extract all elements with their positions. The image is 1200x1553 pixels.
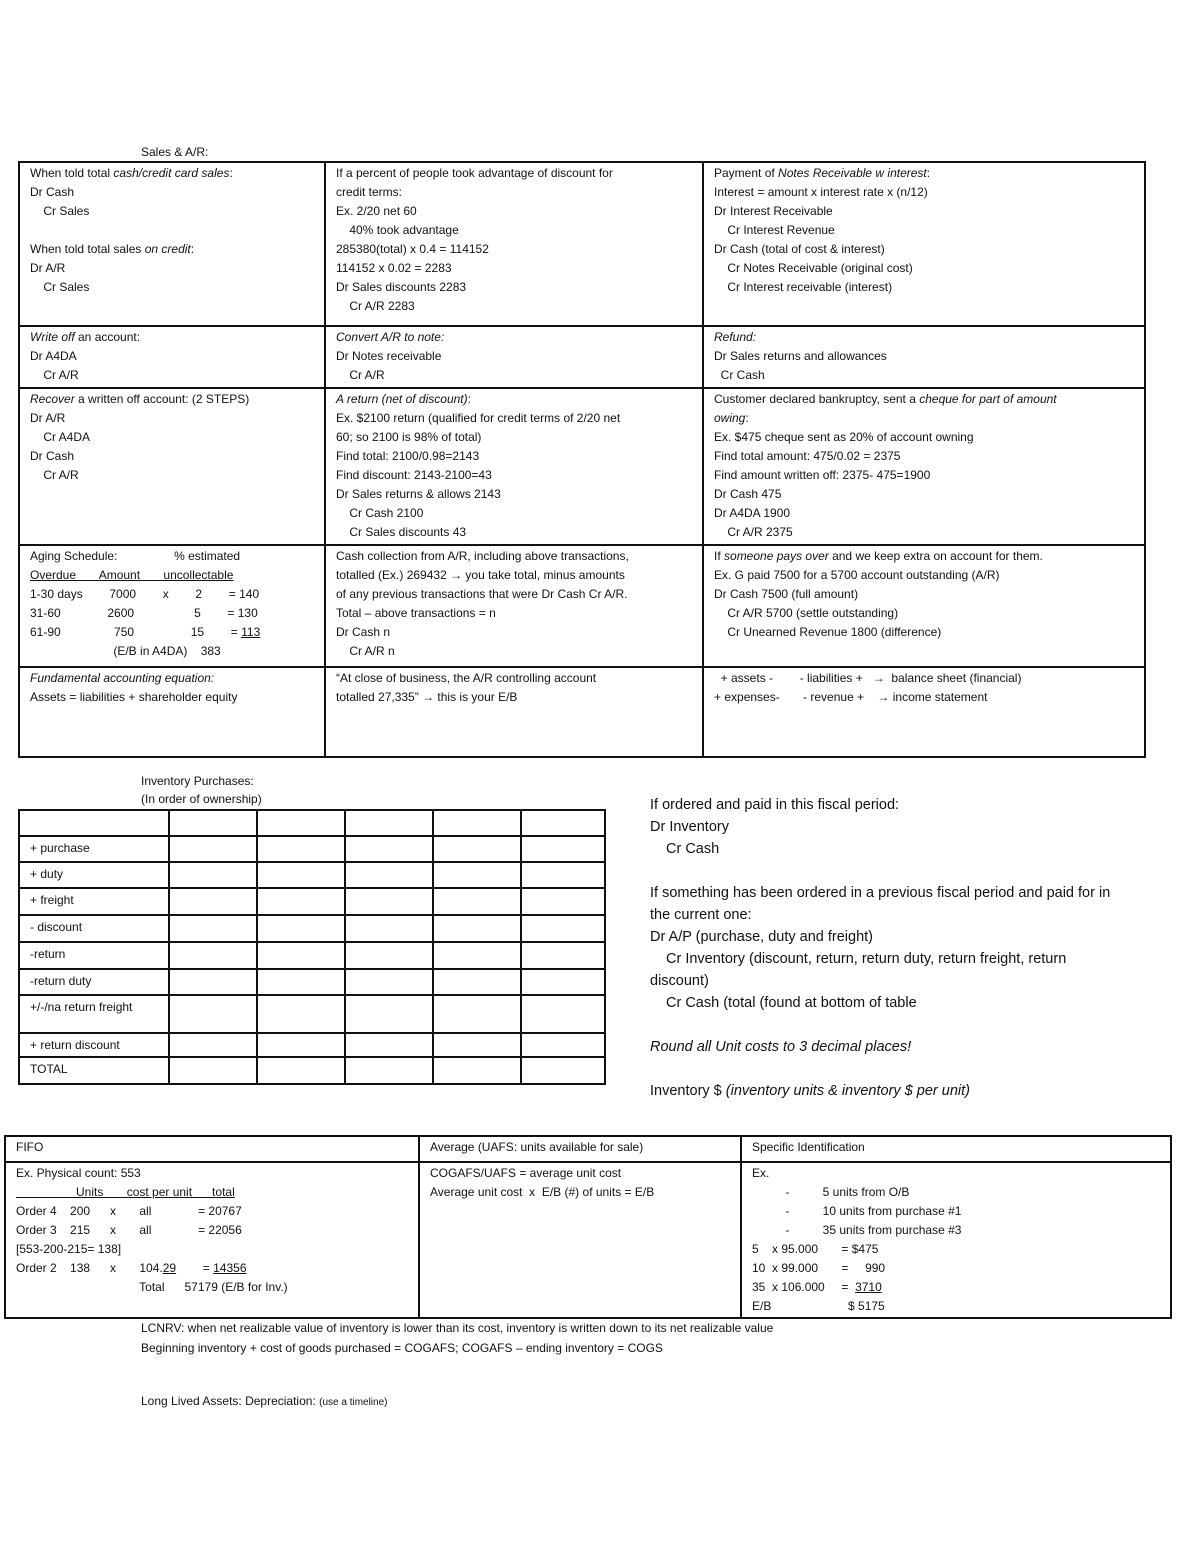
sales-cell-line: (E/B in A4DA) 383 [30,644,221,658]
inventory-cell [521,1057,605,1084]
lcnrv-note: LCNRV: when net realizable value of inventory is lower than its cost, inventory is written down to its net realizable value [141,1321,774,1335]
sales-cell-line: Dr A/R [30,261,66,275]
sales-cell-line: Cr Interest Revenue [714,223,835,237]
long-lived-label: Long Lived Assets: Depreciation: [141,1394,316,1408]
inventory-section-subtitle: (In order of ownership) [141,792,262,806]
inventory-cell [257,836,345,862]
sales-row [19,667,1145,757]
sales-cell-line: Total – above transactions = n [336,606,496,620]
sales-cell-line: Ex. $475 cheque sent as 20% of account owning [714,430,974,444]
specific-line: 10 x 99.000 = 990 [752,1261,886,1275]
inventory-cell [521,995,605,1033]
inventory-note-line: the current one: [650,907,752,923]
sales-cell-line: Dr Cash [30,449,75,463]
sales-cell-line: Ex. 2/20 net 60 [336,204,417,218]
sales-cell [325,388,703,545]
inventory-cell [521,915,605,942]
sales-cell-line: Write off an account: [30,330,141,344]
sales-cell-line [30,221,314,240]
inventory-row [19,1033,605,1057]
sales-cell-line: 285380(total) x 0.4 = 114152 [336,242,489,256]
inventory-cell [169,915,257,942]
specific-line: 35 x 106.000 = 3710 [752,1280,882,1294]
inventory-cell [169,969,257,995]
sales-cell-line: + assets - - liabilities + → balance sheet (financial) [714,671,1022,685]
sales-row [19,162,1145,326]
inventory-section-title: Inventory Purchases: [141,774,254,788]
inventory-row [19,1057,605,1084]
inventory-row [19,969,605,995]
inventory-cell [257,995,345,1033]
sales-cell-line: Dr Cash [30,185,75,199]
inventory-note-line: If ordered and paid in this fiscal period: [650,797,900,813]
sales-cell-line: Recover a written off account: (2 STEPS) [30,392,250,406]
sales-cell-line: Dr Cash 475 [714,487,782,501]
inventory-row [19,862,605,888]
sales-cell-line: owing: [714,411,749,425]
sales-cell [703,545,1145,667]
sales-row [19,388,1145,545]
sales-cell-line: Fundamental accounting equation: [30,671,215,685]
inventory-cell [345,810,433,836]
inventory-cell [169,942,257,969]
inventory-cell [433,836,521,862]
inventory-cell [169,995,257,1033]
sales-cell-line: Cr Sales [30,280,90,294]
sales-cell-line: Customer declared bankruptcy, sent a cheque for part of amount [714,392,1057,406]
long-lived-assets [141,1394,387,1408]
sales-cell-line: Dr Cash n [336,625,391,639]
sales-cell-line: 60; so 2100 is 98% of total) [336,430,482,444]
sales-cell [325,545,703,667]
inventory-note-line: Round all Unit costs to 3 decimal places! [650,1039,912,1055]
inventory-cell [345,915,433,942]
sales-cell-line: 114152 x 0.02 = 2283 [336,261,452,275]
inventory-note-line: Cr Cash (total (found at bottom of table [666,995,917,1011]
sales-cell-line: 1-30 days 7000 x 2 = 140 [30,587,260,601]
specific-line: - 5 units from O/B [752,1185,910,1199]
sales-cell-line: Cr Sales [30,204,90,218]
inventory-cell [433,1057,521,1084]
inventory-cell [345,1033,433,1057]
sales-cell-line: Convert A/R to note: [336,330,445,344]
inventory-cell [257,969,345,995]
sales-cell-line: Cr A/R 2283 [336,299,415,313]
sales-cell [703,162,1145,326]
specific-id-header: Specific Identification [741,1136,1171,1162]
inventory-cell [345,862,433,888]
inventory-cell [521,888,605,915]
inventory-row [19,888,605,915]
inventory-cell [257,915,345,942]
sales-cell-line: A return (net of discount): [336,392,471,406]
inventory-cell [433,1033,521,1057]
inventory-purchases-table [18,809,606,1085]
inventory-cell [257,1057,345,1084]
sales-cell-line: 40% took advantage [336,223,459,237]
inventory-cell [169,836,257,862]
inventory-cell [433,942,521,969]
sales-cell-line: Dr Notes receivable [336,349,442,363]
inventory-note-line: Dr Inventory [650,819,729,835]
sales-cell-line: Dr Sales discounts 2283 [336,280,467,294]
sales-cell-line: Cr Sales discounts 43 [336,525,467,539]
fifo-line: Order 2 138 x 104.29 = 14356 [16,1261,247,1275]
inventory-row-label: -return [19,942,169,969]
inventory-cell [433,862,521,888]
sales-cell-line: Cr Notes Receivable (original cost) [714,261,913,275]
sales-cell-line: Aging Schedule: % estimated [30,549,241,563]
sales-cell-line: Dr Cash 7500 (full amount) [714,587,859,601]
inventory-cell [345,969,433,995]
sales-cell [703,667,1145,757]
sales-cell-line: Cr A/R 5700 (settle outstanding) [714,606,899,620]
sales-cell-line: credit terms: [336,185,403,199]
inventory-note-line [650,1058,1180,1080]
sales-cell-line: “At close of business, the A/R controlling account [336,671,597,685]
inventory-row-label: + return discount [19,1033,169,1057]
inventory-cell [521,862,605,888]
inventory-note-line: Inventory $ (inventory units & inventory $ per unit) [650,1083,970,1099]
sales-cell [703,326,1145,388]
fifo-line: Order 4 200 x all = 20767 [16,1204,242,1218]
inventory-row-label: TOTAL [19,1057,169,1084]
inventory-note-line: Cr Inventory (discount, return, return duty, return freight, return [666,951,1067,967]
sales-row [19,326,1145,388]
sales-cell-line: Cr A/R 2375 [714,525,793,539]
bottom-notes [141,1318,773,1358]
sales-cell-line: Cr Cash 2100 [336,506,424,520]
inventory-cell [345,995,433,1033]
sales-cell-line: Cash collection from A/R, including above transactions, [336,549,629,563]
sales-cell-line: Refund: [714,330,757,344]
inventory-row-label: + purchase [19,836,169,862]
sales-cell-line: totalled 27,335” → this is your E/B [336,690,518,704]
sales-ar-table [18,161,1146,758]
inventory-note-line [650,1014,1180,1036]
inventory-cell [169,888,257,915]
sales-cell-line: If a percent of people took advantage of discount for [336,166,613,180]
sales-cell [325,326,703,388]
inventory-row-label: -return duty [19,969,169,995]
average-line: Average unit cost x E/B (#) of units = E/B [430,1185,655,1199]
inventory-cell [433,915,521,942]
inventory-row-label: +/-/na return freight [19,995,169,1033]
sales-cell-line: Assets = liabilities + shareholder equity [30,690,238,704]
inventory-cell [345,1057,433,1084]
sales-cell-line: Dr Cash (total of cost & interest) [714,242,885,256]
inventory-cell [169,810,257,836]
specific-line: E/B $ 5175 [752,1299,885,1313]
inventory-cell [521,1033,605,1057]
inventory-cell [345,836,433,862]
inventory-cell [433,888,521,915]
sales-cell-line: Dr Sales returns & allows 2143 [336,487,501,501]
sales-section-title: Sales & A/R: [141,145,209,159]
sales-cell-line: Dr Interest Receivable [714,204,833,218]
sales-cell-line: totalled (Ex.) 269432 → you take total, minus amounts [336,568,625,582]
sales-row [19,545,1145,667]
inventory-row [19,995,605,1033]
inventory-cell [433,969,521,995]
fifo-header: FIFO [5,1136,419,1162]
sales-cell-line: Interest = amount x interest rate x (n/12) [714,185,928,199]
inventory-notes [650,794,1180,1102]
sales-cell-line: Payment of Notes Receivable w interest: [714,166,931,180]
average-cell [419,1162,741,1318]
fifo-line: Order 3 215 x all = 22056 [16,1223,242,1237]
inventory-row-label [19,810,169,836]
sales-cell-line: 31-60 2600 5 = 130 [30,606,258,620]
inventory-row-label: + duty [19,862,169,888]
inventory-cell [169,1057,257,1084]
sales-cell [325,667,703,757]
sales-cell-line: Find discount: 2143-2100=43 [336,468,492,482]
fifo-line: Units cost per unit total [16,1185,235,1199]
sales-cell [19,545,325,667]
specific-line: 5 x 95.000 = $475 [752,1242,879,1256]
inventory-note-line: If something has been ordered in a previous fiscal period and paid for in [650,885,1111,901]
inventory-row [19,942,605,969]
sales-cell [19,326,325,388]
inventory-cell [257,888,345,915]
inventory-cell [521,836,605,862]
inventory-row-label: + freight [19,888,169,915]
inventory-cell [521,942,605,969]
inventory-cell [345,942,433,969]
inventory-cell [433,995,521,1033]
sales-cell-line: If someone pays over and we keep extra on account for them. [714,549,1043,563]
inventory-cell [257,862,345,888]
specific-line: Ex. [752,1166,770,1180]
specific-line: - 35 units from purchase #3 [752,1223,962,1237]
inventory-row [19,810,605,836]
sales-cell-line: When told total cash/credit card sales: [30,166,233,180]
fifo-cell [5,1162,419,1318]
timeline-note: (use a timeline) [319,1397,388,1408]
fifo-line: Ex. Physical count: 553 [16,1166,141,1180]
inventory-row [19,915,605,942]
sales-cell-line: Find amount written off: 2375- 475=1900 [714,468,931,482]
inventory-row-label: - discount [19,915,169,942]
inventory-row [19,836,605,862]
inventory-note-line [650,860,1180,882]
sales-cell-line: + expenses- - revenue + → income statement [714,690,988,704]
sales-cell-line: Ex. G paid 7500 for a 5700 account outstanding (A/R) [714,568,1000,582]
inventory-methods-table [4,1135,1172,1319]
sales-cell-line: Dr A4DA 1900 [714,506,791,520]
sales-cell-line: Cr A/R [336,368,385,382]
sales-cell-line: Cr A/R n [336,644,395,658]
inventory-note-line: Dr A/P (purchase, duty and freight) [650,929,873,945]
sales-cell-line: Overdue Amount uncollectable [30,568,234,582]
sales-cell-line: of any previous transactions that were Dr Cash Cr A/R. [336,587,628,601]
sales-cell [19,667,325,757]
specific-line: - 10 units from purchase #1 [752,1204,962,1218]
fifo-line: [553-200-215= 138] [16,1242,122,1256]
sales-cell-line: When told total sales on credit: [30,242,195,256]
sales-cell [325,162,703,326]
sales-cell-line: Dr A/R [30,411,66,425]
cogs-note: Beginning inventory + cost of goods purchased = COGAFS; COGAFS – ending inventory = COGS [141,1341,663,1355]
inventory-cell [521,810,605,836]
sales-cell-line: Cr A4DA [30,430,91,444]
sales-cell [19,388,325,545]
sales-cell-line: Dr A4DA [30,349,77,363]
sales-cell-line: Dr Sales returns and allowances [714,349,887,363]
inventory-cell [169,862,257,888]
sales-cell-line: Find total: 2100/0.98=2143 [336,449,480,463]
sales-cell-line: Find total amount: 475/0.02 = 2375 [714,449,901,463]
sales-cell-line: Cr Cash [714,368,765,382]
average-line: COGAFS/UAFS = average unit cost [430,1166,622,1180]
inventory-cell [433,810,521,836]
inventory-cell [257,1033,345,1057]
fifo-line: Total 57179 (E/B for Inv.) [16,1280,288,1294]
inventory-cell [257,942,345,969]
sales-cell-line: Cr A/R [30,468,79,482]
sales-cell-line: Cr Interest receivable (interest) [714,280,893,294]
inventory-cell [169,1033,257,1057]
inventory-cell [345,888,433,915]
sales-cell-line: Cr A/R [30,368,79,382]
sales-cell [19,162,325,326]
sales-cell-line: 61-90 750 15 = 113 [30,625,261,639]
sales-cell-line: Cr Unearned Revenue 1800 (difference) [714,625,942,639]
inventory-cell [257,810,345,836]
inventory-note-line: discount) [650,973,709,989]
sales-cell-line: Ex. $2100 return (qualified for credit terms of 2/20 net [336,411,621,425]
inventory-cell [521,969,605,995]
sales-cell [703,388,1145,545]
average-header: Average (UAFS: units available for sale) [419,1136,741,1162]
specific-id-cell [741,1162,1171,1318]
inventory-note-line: Cr Cash [666,841,720,857]
